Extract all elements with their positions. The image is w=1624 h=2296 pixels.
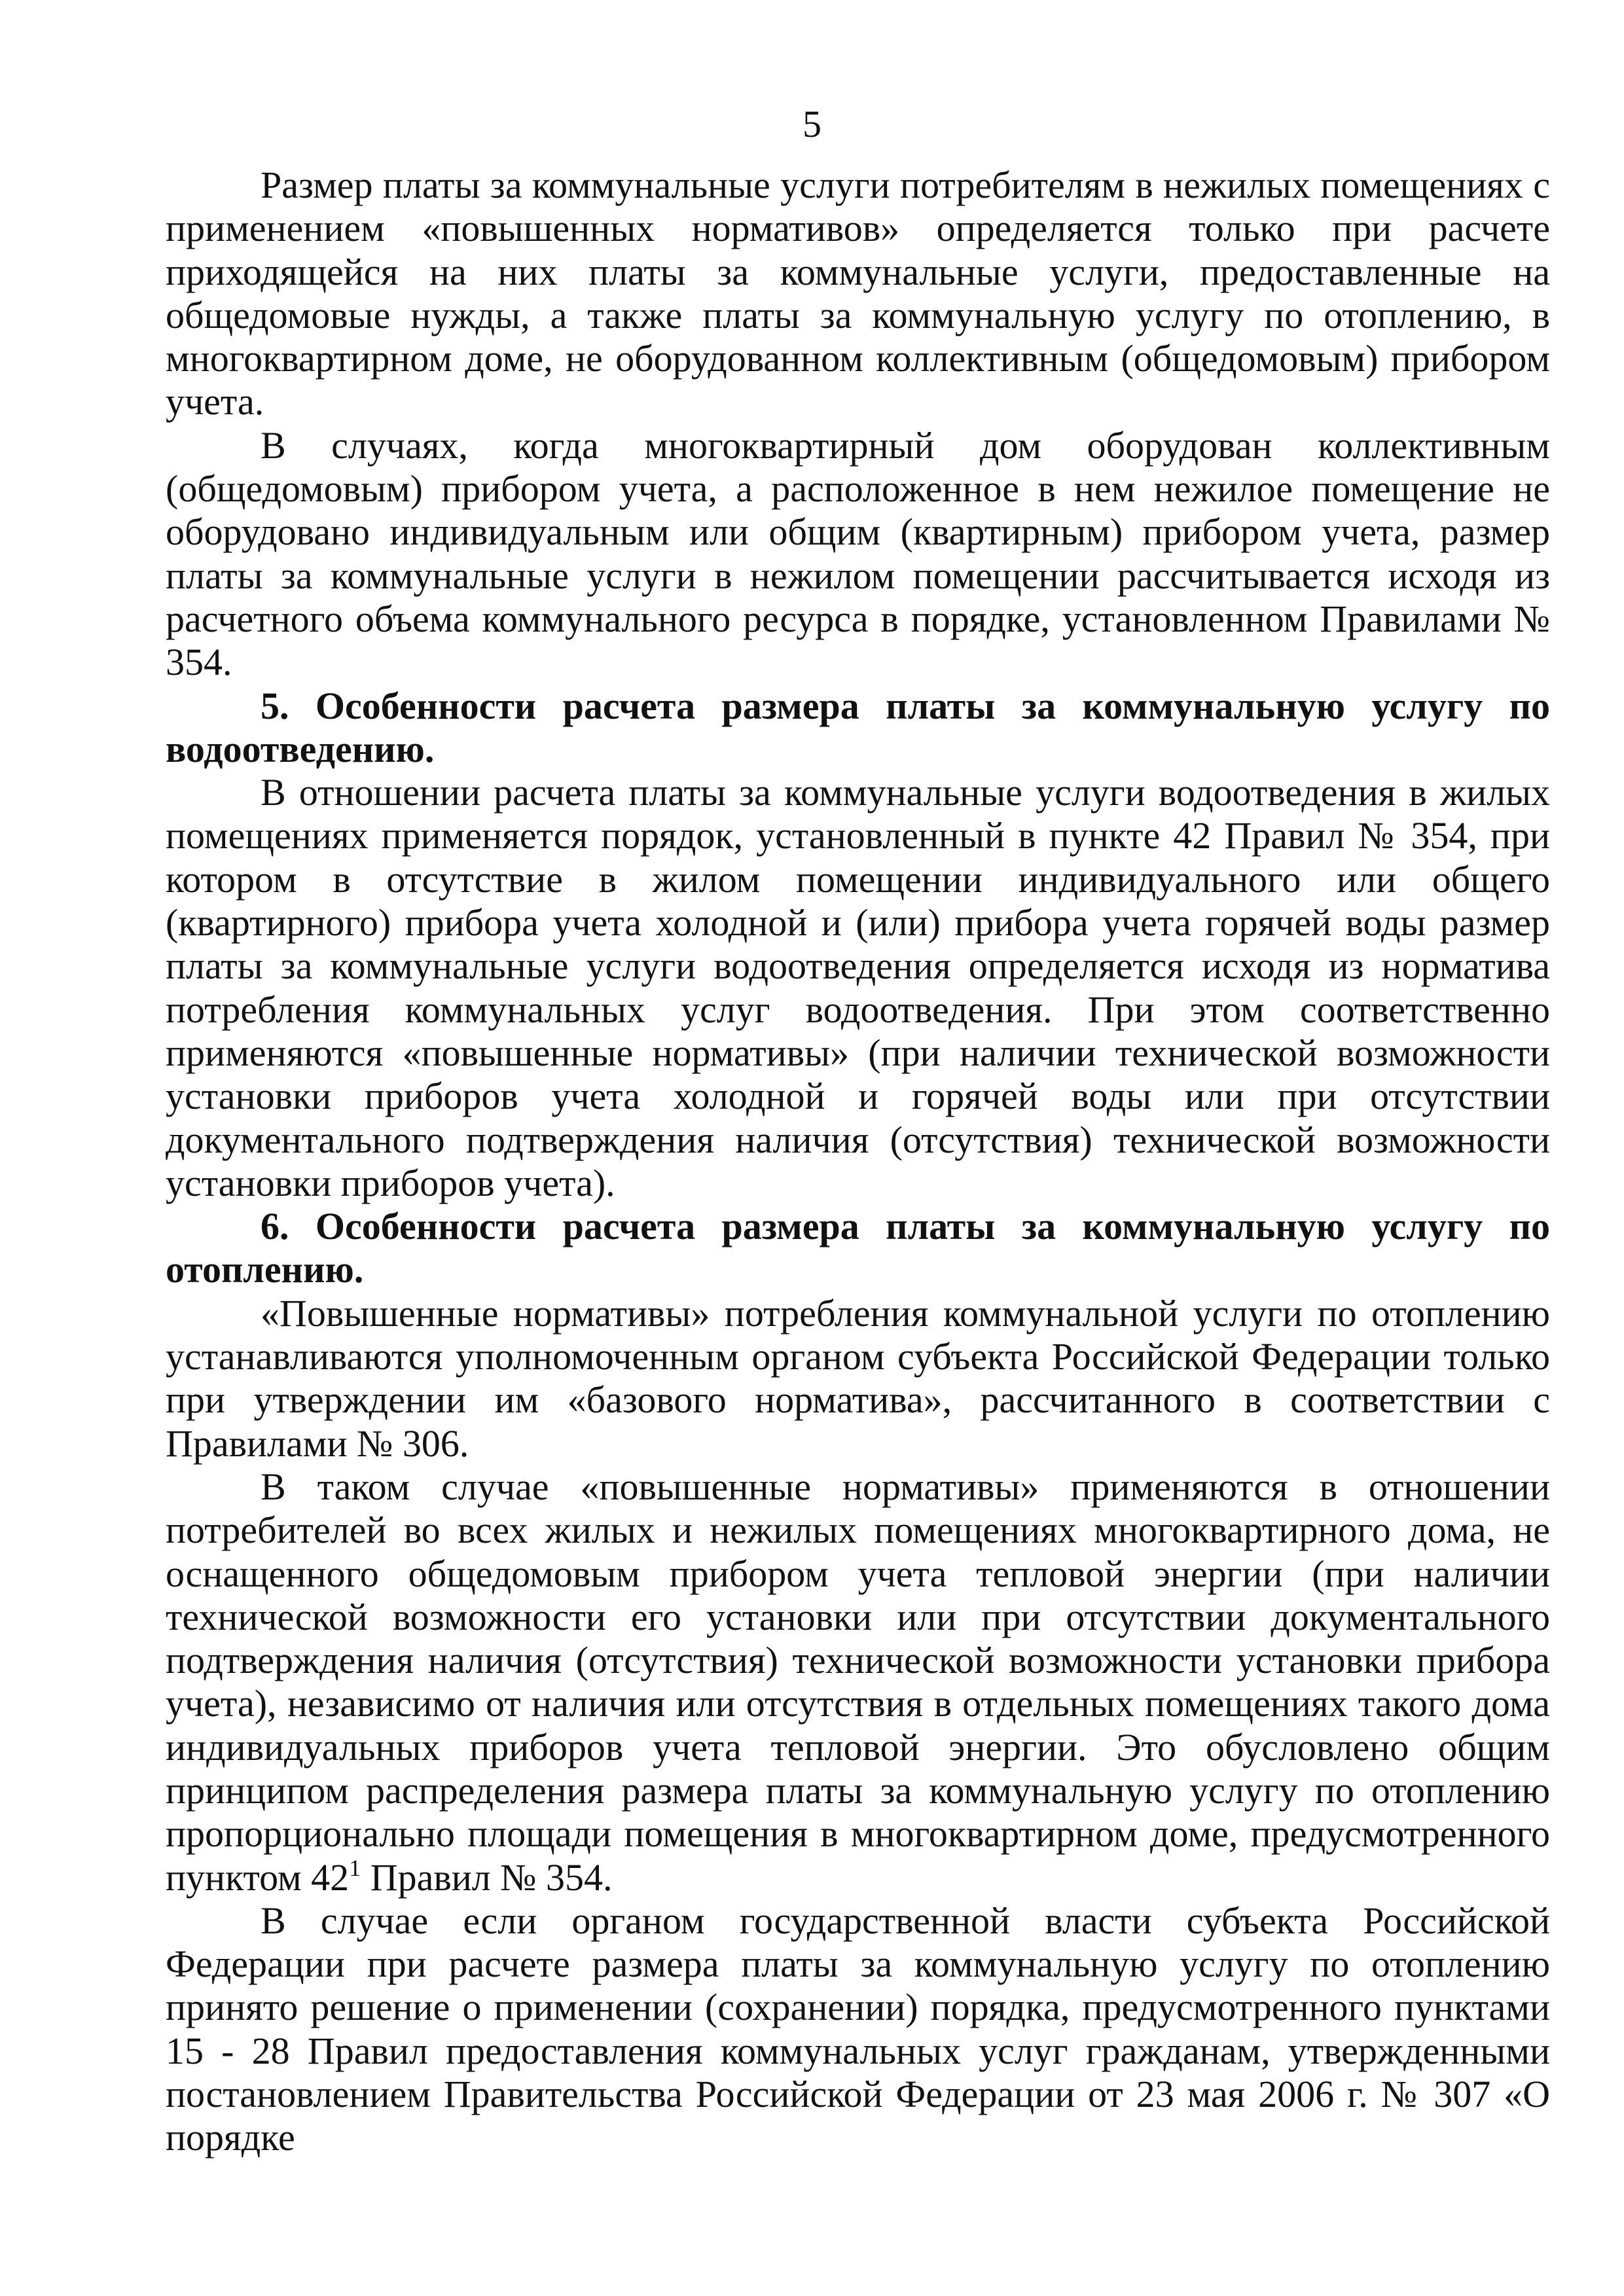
- section-heading-5: 5. Особенности расчета размера платы за коммунальную услугу по водоотведению.: [166, 684, 1550, 770]
- footnote-superscript: 1: [349, 1854, 361, 1881]
- paragraph-heating-application-tail: Правил № 354.: [361, 1856, 613, 1899]
- paragraph-authority-decision: В случае если органом государственной власти субъекта Российской Федерации при расчете размера платы за коммунальную услугу по отоплению принято решение о применении (сохранении) порядка, предусмотренного пунктами 15 - 28 Правил предоставления коммунальных услуг гражданам, утвержденными постановлением Правительства Российской Федерации от 23 мая 2006 г. № 307 «О порядке: [166, 1899, 1550, 2159]
- page-number: 5: [803, 103, 821, 145]
- paragraph-heating-application: [166, 1465, 1550, 1899]
- paragraph-drainage: В отношении расчета платы за коммунальные услуги водоотведения в жилых помещениях применяется порядок, установленный в пункте 42 Правил № 354, при котором в отсутствие в жилом помещении индивидуального или общего (квартирного) прибора учета холодной и (или) прибора учета горячей воды размер платы за коммунальные услуги водоотведения определяется исходя из норматива потребления коммунальных услуг водоотведения. При этом соответственно применяются «повышенные нормативы» (при наличии технической возможности установки приборов учета холодной и горячей воды или при отсутствии документального подтверждения наличия (отсутствия) технической возможности установки приборов учета).: [166, 771, 1550, 1204]
- document-body: [166, 164, 1550, 2160]
- paragraph-collective-meter: В случаях, когда многоквартирный дом оборудован коллективным (общедомовым) прибором учета, а расположенное в нем нежилое помещение не оборудовано индивидуальным или общим (квартирным) прибором учета, размер платы за коммунальные услуги в нежилом помещении рассчитывается исходя из расчетного объема коммунального ресурса в порядке, установленном Правилами № 354.: [166, 423, 1550, 684]
- paragraph-nonresidential-payment: Размер платы за коммунальные услуги потребителям в нежилых помещениях с применением «повышенных нормативов» определяется только при расчете приходящейся на них платы за коммунальные услуги, предоставленные на общедомовые нужды, а также платы за коммунальную услугу по отоплению, в многоквартирном доме, не оборудованном коллективным (общедомовым) прибором учета.: [166, 164, 1550, 423]
- paragraph-heating-application-main: В таком случае «повышенные нормативы» применяются в отношении потребителей во всех жилых и нежилых помещениях многоквартирного дома, не оснащенного общедомовым прибором учета тепловой энергии (при наличии технической возможности его установки или при отсутствии документального подтверждения наличия (отсутствия) технической возможности установки прибора учета), независимо от наличия или отсутствия в отдельных помещениях такого дома индивидуальных приборов учета тепловой энергии. Это обусловлено общим принципом распределения размера платы за коммунальную услугу по отоплению пропорционально площади помещения в многоквартирном доме, предусмотренного пунктом 42: [166, 1465, 1550, 1899]
- section-heading-6: 6. Особенности расчета размера платы за коммунальную услугу по отоплению.: [166, 1205, 1550, 1291]
- paragraph-heating-norms: «Повышенные нормативы» потребления коммунальной услуги по отоплению устанавливаются уполномоченным органом субъекта Российской Федерации только при утверждении им «базового норматива», рассчитанного в соответствии с Правилами № 306.: [166, 1291, 1550, 1465]
